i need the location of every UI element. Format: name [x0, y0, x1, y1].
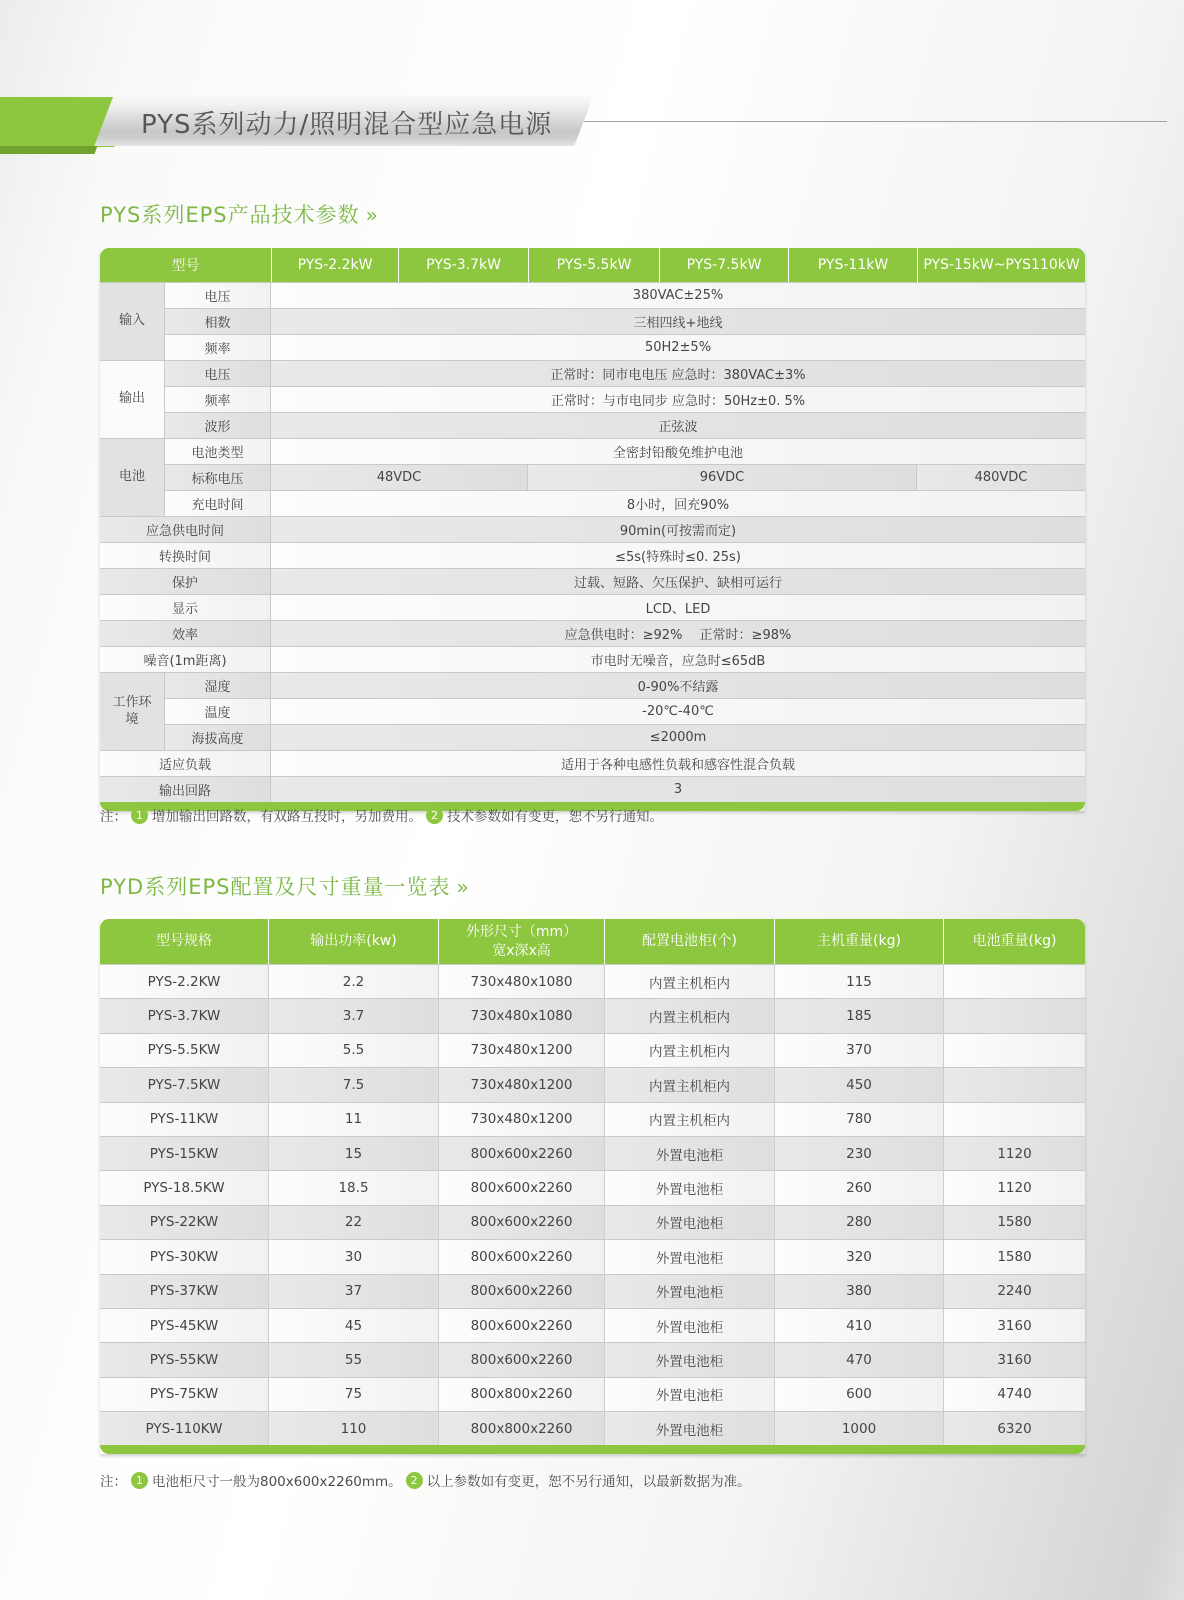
size-table [100, 919, 1085, 1445]
cell-dimensions: 800x600x2260 [438, 1170, 604, 1204]
size-row [100, 1136, 1085, 1170]
cell-power: 11 [268, 1102, 438, 1136]
size-table-bottom-bar [100, 1445, 1085, 1454]
cell-battery-cabinet: 内置主机柜内 [604, 1067, 774, 1101]
spec-label: 标称电压 [165, 464, 271, 490]
cell-host-weight: 780 [774, 1102, 943, 1136]
cell-dimensions: 730x480x1200 [438, 1033, 604, 1067]
cell-host-weight: 370 [774, 1033, 943, 1067]
cell-battery-cabinet: 外置电池柜 [604, 1411, 774, 1445]
banner-green-shadow-shape [0, 146, 98, 154]
spec-row [100, 542, 1085, 568]
size-header-model: 型号规格 [100, 919, 268, 964]
cell-battery-weight [943, 998, 1085, 1032]
spec-group-input: 输入 [100, 282, 165, 360]
cell-host-weight: 320 [774, 1239, 943, 1273]
size-row [100, 1033, 1085, 1067]
spec-header-col-3-7kw: PYS-3.7kW [398, 248, 528, 282]
spec-value: 市电时无噪音，应急时≤65dB [271, 646, 1085, 672]
cell-battery-cabinet: 内置主机柜内 [604, 998, 774, 1032]
cell-power: 3.7 [268, 998, 438, 1032]
note-badge-2: 2 [426, 807, 443, 824]
cell-battery-weight: 1120 [943, 1136, 1085, 1170]
cell-battery-weight: 1580 [943, 1205, 1085, 1239]
cell-dimensions: 800x600x2260 [438, 1205, 604, 1239]
spec-label: 噪音(1m距离) [100, 646, 271, 672]
cell-battery-weight [943, 1102, 1085, 1136]
spec-row [100, 412, 1085, 438]
size-row [100, 1377, 1085, 1411]
spec-label: 显示 [100, 594, 271, 620]
spec-row [100, 698, 1085, 724]
cell-power: 110 [268, 1411, 438, 1445]
spec-label: 电压 [165, 282, 271, 308]
spec-note-text-2: 技术参数如有变更，恕不另行通知。 [447, 809, 663, 825]
spec-row [100, 776, 1085, 802]
cell-power: 18.5 [268, 1170, 438, 1204]
cell-battery-cabinet: 外置电池柜 [604, 1136, 774, 1170]
spec-value: 380VAC±25% [271, 282, 1085, 308]
spec-value-96vdc: 96VDC [528, 464, 917, 490]
size-row [100, 1274, 1085, 1308]
spec-header-col-11kw: PYS-11kW [788, 248, 917, 282]
cell-power: 45 [268, 1308, 438, 1342]
spec-row [100, 568, 1085, 594]
cell-power: 75 [268, 1377, 438, 1411]
size-row [100, 964, 1085, 998]
cell-dimensions: 730x480x1080 [438, 998, 604, 1032]
spec-value: 过载、短路、欠压保护、缺相可运行 [271, 568, 1085, 594]
size-header-dimensions-line2: 宽x深x高 [492, 942, 551, 959]
cell-host-weight: 1000 [774, 1411, 943, 1445]
cell-host-weight: 185 [774, 998, 943, 1032]
cell-battery-weight [943, 1067, 1085, 1101]
cell-battery-weight: 1580 [943, 1239, 1085, 1273]
spec-row [100, 620, 1085, 646]
spec-label: 海拔高度 [165, 724, 271, 750]
cell-battery-weight: 4740 [943, 1377, 1085, 1411]
spec-note [100, 805, 663, 825]
size-header-dimensions [438, 919, 604, 964]
size-header-host-weight: 主机重量(kg) [774, 919, 943, 964]
spec-label: 应急供电时间 [100, 516, 271, 542]
chevrons-right-icon: » [365, 203, 379, 227]
cell-battery-cabinet: 外置电池柜 [604, 1205, 774, 1239]
spec-table-wrap [100, 248, 1085, 811]
size-note-text-1: 电池柜尺寸一般为800x600x2260mm。 [152, 1474, 402, 1490]
cell-host-weight: 260 [774, 1170, 943, 1204]
spec-row [100, 594, 1085, 620]
spec-header-col-15-110kw: PYS-15kW~PYS110kW [917, 248, 1085, 282]
spec-row [100, 724, 1085, 750]
size-table-wrap [100, 919, 1085, 1454]
spec-table [100, 248, 1085, 802]
spec-header-col-5-5kw: PYS-5.5kW [528, 248, 659, 282]
spec-label: 电池类型 [165, 438, 271, 464]
spec-label: 相数 [165, 308, 271, 334]
spec-value: LCD、LED [271, 594, 1085, 620]
spec-row [100, 282, 1085, 308]
cell-dimensions: 730x480x1200 [438, 1067, 604, 1101]
section-title-size [100, 871, 470, 901]
spec-row [100, 360, 1085, 386]
cell-model: PYS-11KW [100, 1102, 268, 1136]
cell-dimensions: 800x600x2260 [438, 1308, 604, 1342]
cell-power: 37 [268, 1274, 438, 1308]
cell-power: 30 [268, 1239, 438, 1273]
cell-host-weight: 410 [774, 1308, 943, 1342]
cell-model: PYS-30KW [100, 1239, 268, 1273]
spec-value: 全密封铅酸免维护电池 [271, 438, 1085, 464]
spec-row [100, 490, 1085, 516]
spec-value: 0-90%不结露 [271, 672, 1085, 698]
spec-value: 50H2±5% [271, 334, 1085, 360]
cell-model: PYS-7.5KW [100, 1067, 268, 1101]
cell-power: 7.5 [268, 1067, 438, 1101]
spec-label: 频率 [165, 386, 271, 412]
cell-host-weight: 380 [774, 1274, 943, 1308]
size-header-battery-weight: 电池重量(kg) [943, 919, 1085, 964]
spec-label: 效率 [100, 620, 271, 646]
cell-dimensions: 800x800x2260 [438, 1411, 604, 1445]
cell-model: PYS-45KW [100, 1308, 268, 1342]
cell-host-weight: 470 [774, 1342, 943, 1376]
size-row [100, 1102, 1085, 1136]
page-title: PYS系列动力/照明混合型应急电源 [141, 110, 553, 140]
spec-note-text-1: 增加输出回路数，有双路互投时，另加费用。 [152, 809, 422, 825]
note-badge-2: 2 [406, 1472, 423, 1489]
spec-value: -20℃-40℃ [271, 698, 1085, 724]
cell-model: PYS-18.5KW [100, 1170, 268, 1204]
spec-value: 适用于各种电感性负载和感容性混合负载 [271, 750, 1085, 776]
cell-model: PYS-2.2KW [100, 964, 268, 998]
cell-host-weight: 450 [774, 1067, 943, 1101]
cell-power: 55 [268, 1342, 438, 1376]
cell-battery-weight [943, 964, 1085, 998]
spec-row [100, 438, 1085, 464]
cell-model: PYS-55KW [100, 1342, 268, 1376]
spec-row [100, 646, 1085, 672]
cell-battery-weight [943, 1033, 1085, 1067]
cell-dimensions: 800x600x2260 [438, 1274, 604, 1308]
size-row [100, 1342, 1085, 1376]
cell-model: PYS-22KW [100, 1205, 268, 1239]
spec-value: 三相四线+地线 [271, 308, 1085, 334]
cell-battery-cabinet: 外置电池柜 [604, 1342, 774, 1376]
cell-battery-weight: 3160 [943, 1342, 1085, 1376]
spec-header-row [100, 248, 1085, 282]
cell-power: 22 [268, 1205, 438, 1239]
spec-row [100, 464, 1085, 490]
size-note-text-2: 以上参数如有变更，恕不另行通知，以最新数据为准。 [426, 1474, 751, 1490]
spec-label: 电压 [165, 360, 271, 386]
spec-label: 适应负载 [100, 750, 271, 776]
spec-row [100, 386, 1085, 412]
spec-value: 应急供电时：≥92% 正常时：≥98% [271, 620, 1085, 646]
size-note-prefix: 注： [100, 1474, 127, 1490]
spec-row [100, 308, 1085, 334]
spec-value: 正常时：与市电同步 应急时：50Hz±0. 5% [271, 386, 1085, 412]
cell-dimensions: 730x480x1200 [438, 1102, 604, 1136]
cell-power: 5.5 [268, 1033, 438, 1067]
spec-label: 波形 [165, 412, 271, 438]
spec-label: 温度 [165, 698, 271, 724]
cell-model: PYS-3.7KW [100, 998, 268, 1032]
cell-battery-cabinet: 内置主机柜内 [604, 1102, 774, 1136]
cell-dimensions: 800x600x2260 [438, 1136, 604, 1170]
spec-value: 90min(可按需而定) [271, 516, 1085, 542]
spec-value: 3 [271, 776, 1085, 802]
section-title-spec-text: PYS系列EPS产品技术参数 [100, 203, 360, 227]
cell-model: PYS-37KW [100, 1274, 268, 1308]
cell-power: 2.2 [268, 964, 438, 998]
size-row [100, 1239, 1085, 1273]
cell-battery-cabinet: 内置主机柜内 [604, 964, 774, 998]
spec-value: 正弦波 [271, 412, 1085, 438]
cell-model: PYS-5.5KW [100, 1033, 268, 1067]
spec-header-col-2-2kw: PYS-2.2kW [271, 248, 398, 282]
cell-model: PYS-110KW [100, 1411, 268, 1445]
spec-row [100, 334, 1085, 360]
cell-battery-cabinet: 外置电池柜 [604, 1239, 774, 1273]
spec-label: 频率 [165, 334, 271, 360]
spec-row [100, 672, 1085, 698]
cell-battery-cabinet: 外置电池柜 [604, 1308, 774, 1342]
spec-value: ≤2000m [271, 724, 1085, 750]
cell-model: PYS-15KW [100, 1136, 268, 1170]
cell-dimensions: 730x480x1080 [438, 964, 604, 998]
spec-label: 转换时间 [100, 542, 271, 568]
spec-value: ≤5s(特殊时≤0. 25s) [271, 542, 1085, 568]
section-title-spec [100, 199, 379, 229]
cell-host-weight: 115 [774, 964, 943, 998]
cell-host-weight: 280 [774, 1205, 943, 1239]
cell-power: 15 [268, 1136, 438, 1170]
spec-label: 湿度 [165, 672, 271, 698]
spec-label: 保护 [100, 568, 271, 594]
spec-value-480vdc: 480VDC [917, 464, 1085, 490]
size-row [100, 1170, 1085, 1204]
spec-label: 充电时间 [165, 490, 271, 516]
cell-battery-cabinet: 外置电池柜 [604, 1377, 774, 1411]
size-row [100, 1067, 1085, 1101]
spec-label: 输出回路 [100, 776, 271, 802]
chevrons-right-icon: » [456, 875, 470, 899]
cell-battery-weight: 1120 [943, 1170, 1085, 1204]
size-row [100, 1308, 1085, 1342]
size-row [100, 998, 1085, 1032]
cell-battery-weight: 3160 [943, 1308, 1085, 1342]
cell-host-weight: 230 [774, 1136, 943, 1170]
cell-dimensions: 800x600x2260 [438, 1342, 604, 1376]
cell-battery-weight: 2240 [943, 1274, 1085, 1308]
spec-value: 8小时，回充90% [271, 490, 1085, 516]
size-note [100, 1470, 751, 1490]
note-badge-1: 1 [131, 807, 148, 824]
size-header-battery-cabinet: 配置电池柜(个) [604, 919, 774, 964]
note-badge-1: 1 [131, 1472, 148, 1489]
section-title-size-text: PYD系列EPS配置及尺寸重量一览表 [100, 875, 451, 899]
spec-row [100, 516, 1085, 542]
cell-battery-cabinet: 外置电池柜 [604, 1170, 774, 1204]
size-row [100, 1205, 1085, 1239]
spec-row [100, 750, 1085, 776]
cell-host-weight: 600 [774, 1377, 943, 1411]
cell-battery-weight: 6320 [943, 1411, 1085, 1445]
spec-header-col-7-5kw: PYS-7.5kW [659, 248, 788, 282]
size-row [100, 1411, 1085, 1445]
size-header-row [100, 919, 1085, 964]
cell-dimensions: 800x800x2260 [438, 1377, 604, 1411]
spec-header-model: 型号 [100, 248, 271, 282]
banner-rule-line [584, 121, 1167, 122]
cell-model: PYS-75KW [100, 1377, 268, 1411]
cell-battery-cabinet: 外置电池柜 [604, 1274, 774, 1308]
spec-group-environment: 工作环境 [100, 672, 165, 750]
size-header-dimensions-line1: 外形尺寸（mm） [465, 923, 578, 940]
spec-note-prefix: 注： [100, 809, 127, 825]
spec-value-48vdc: 48VDC [271, 464, 528, 490]
spec-group-output: 输出 [100, 360, 165, 438]
size-header-power: 输出功率(kw) [268, 919, 438, 964]
spec-group-battery: 电池 [100, 438, 165, 516]
spec-value: 正常时：同市电电压 应急时：380VAC±3% [271, 360, 1085, 386]
cell-battery-cabinet: 内置主机柜内 [604, 1033, 774, 1067]
cell-dimensions: 800x600x2260 [438, 1239, 604, 1273]
